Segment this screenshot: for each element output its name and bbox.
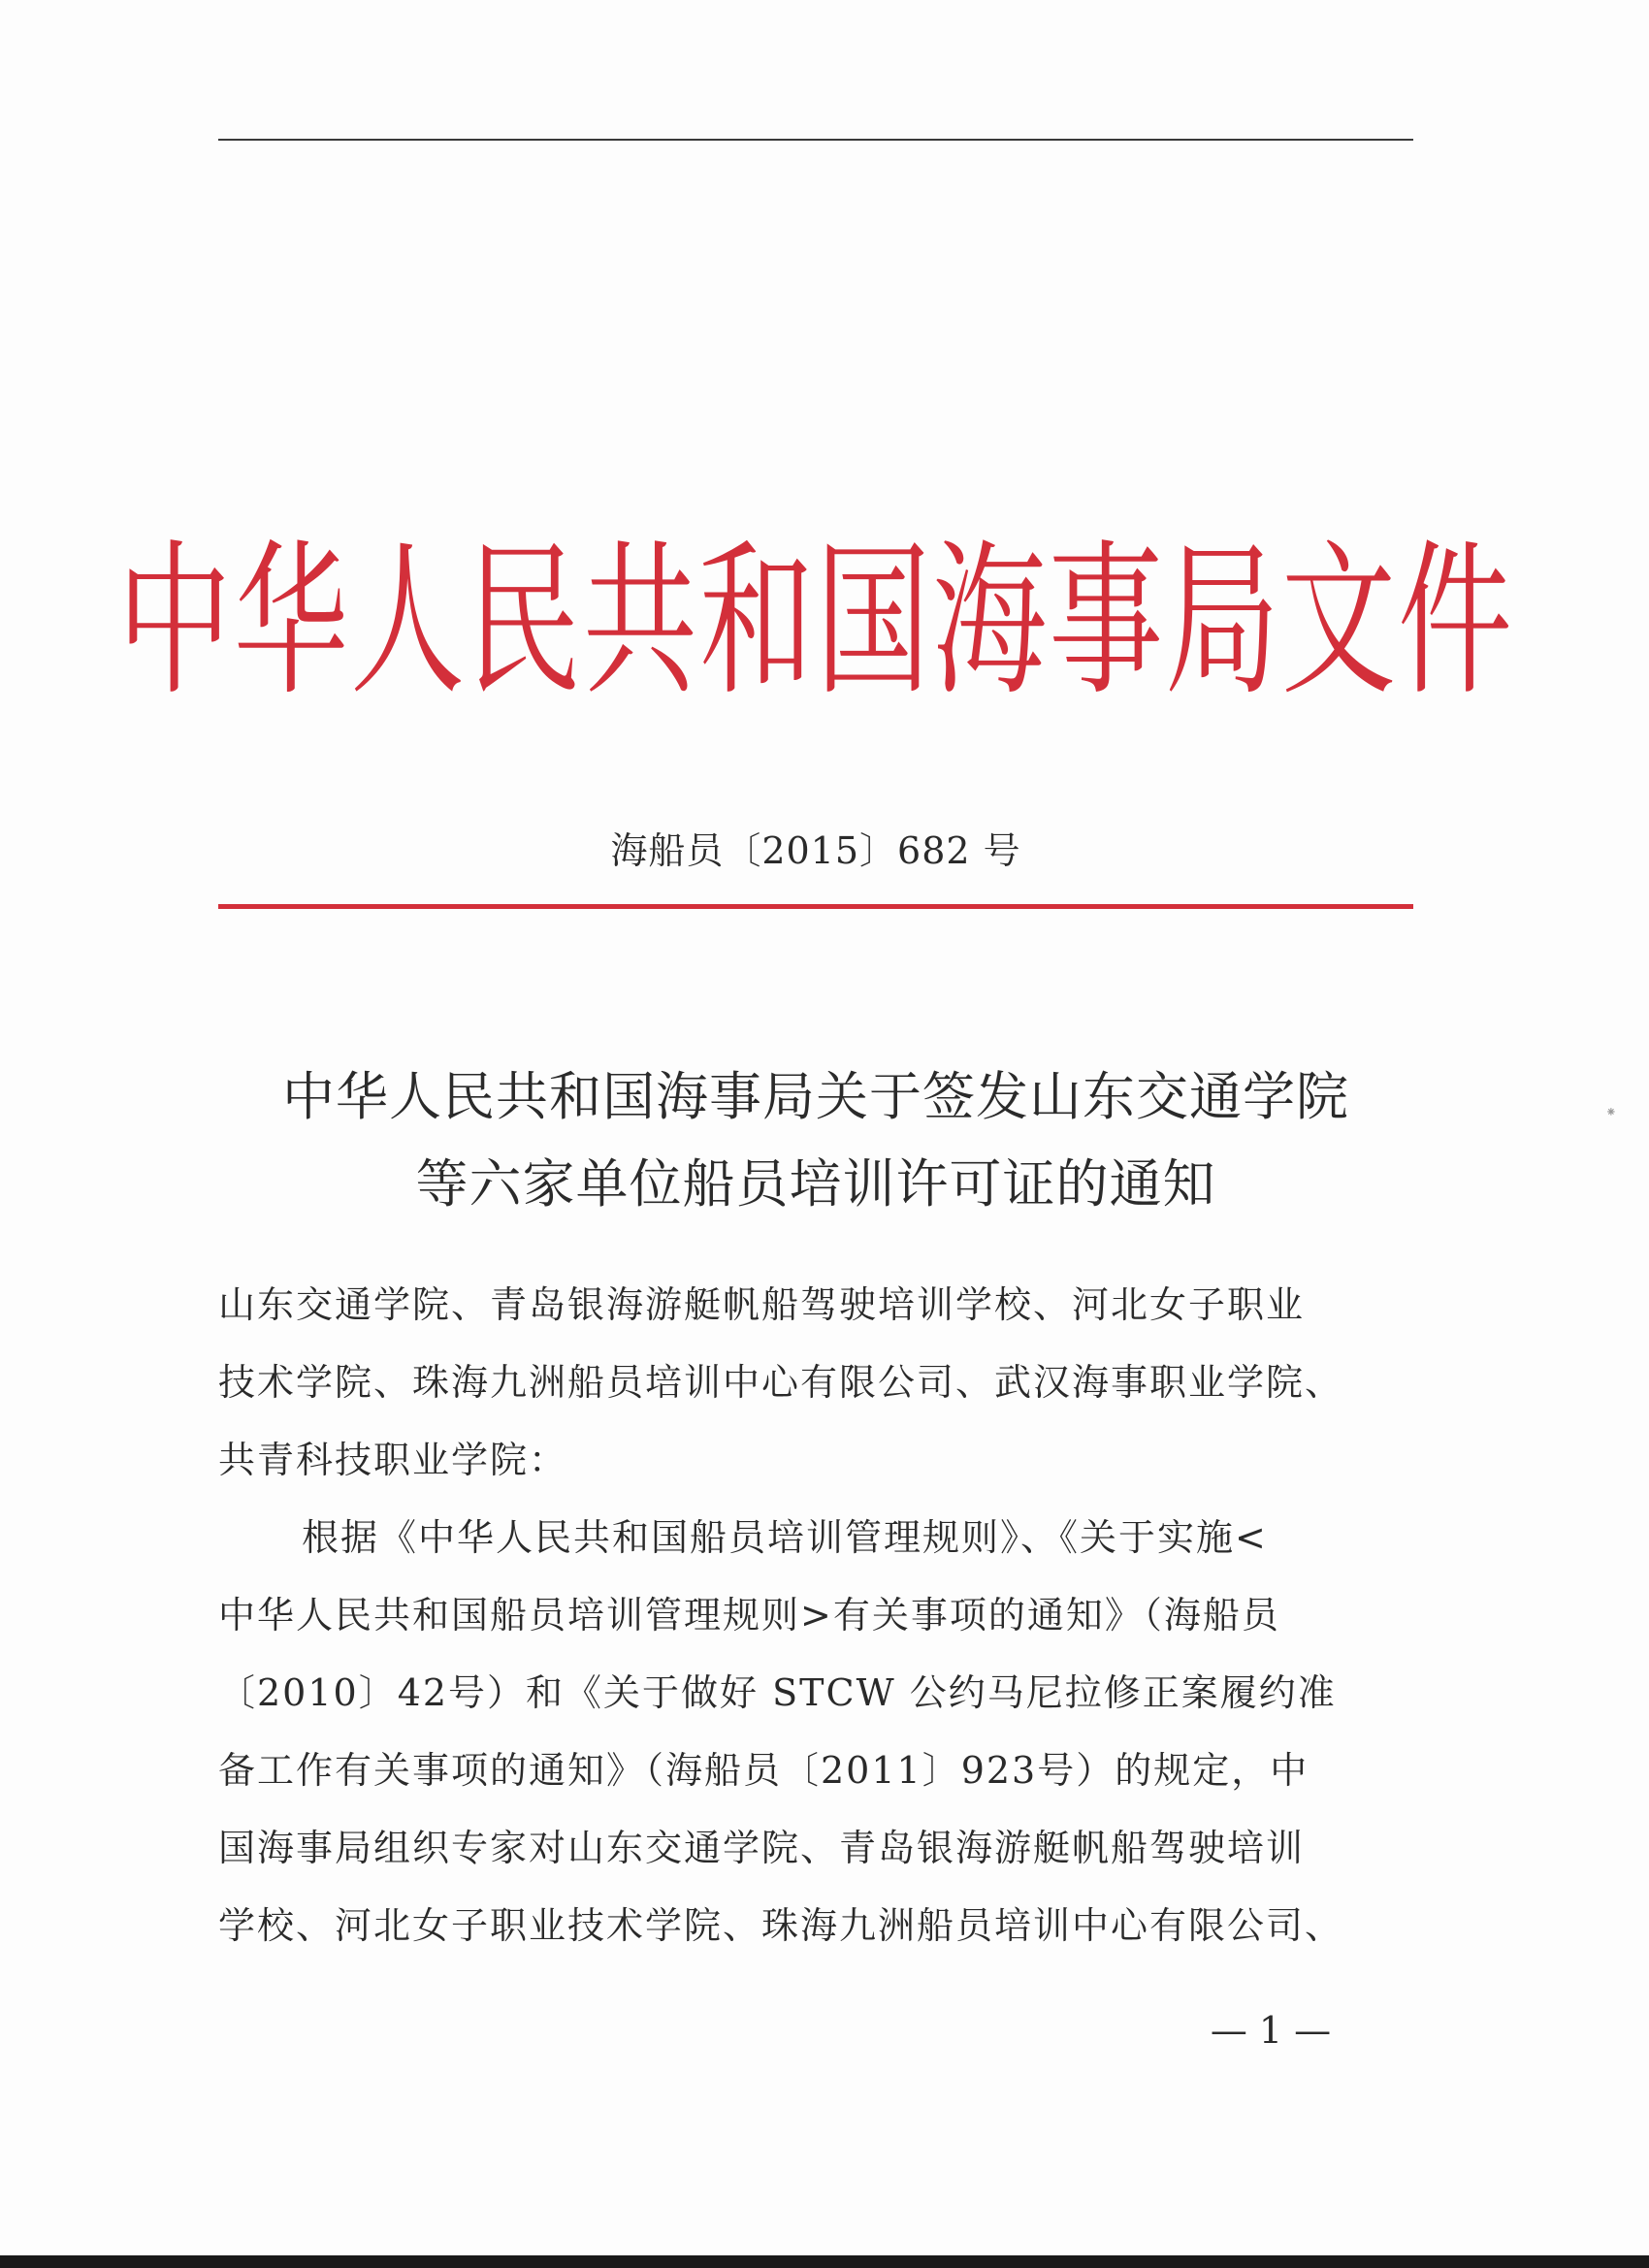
notice-title-line-1: 中华人民共和国海事局关于签发山东交通学院 [282, 1066, 1349, 1127]
masthead [117, 523, 1515, 719]
body-line: 学校、河北女子职业技术学院、珠海九洲船员培训中心有限公司、 [218, 1904, 1344, 1947]
document-number: 海船员〔2015〕682 号 [610, 829, 1021, 872]
notice-body [218, 1266, 1413, 1964]
top-divider-line [218, 139, 1413, 141]
red-divider-line [218, 904, 1413, 909]
body-line: 〔2010〕42号）和《关于做好 STCW 公约马尼拉修正案履约准 [218, 1671, 1337, 1714]
body-line: 国海事局组织专家对山东交通学院、青岛银海游艇帆船驾驶培训 [218, 1827, 1306, 1869]
body-line: 技术学院、珠海九洲船员培训中心有限公司、武汉海事职业学院、 [218, 1361, 1344, 1404]
body-line: 根据《中华人民共和国船员培训管理规则》、《关于实施< [302, 1516, 1268, 1559]
body-line: 共青科技职业学院： [218, 1439, 568, 1481]
notice-title [218, 1053, 1413, 1228]
page-number: — 1 — [1210, 2009, 1332, 2052]
masthead-title: 中华人民共和国海事局文件 [117, 523, 1515, 719]
body-line: 备工作有关事项的通知》（海船员〔2011〕923号）的规定，中 [218, 1749, 1310, 1792]
notice-title-line-2: 等六家单位船员培训许可证的通知 [415, 1153, 1216, 1215]
scan-speck-decoration: ⁕ [1605, 1105, 1617, 1120]
body-line: 中华人民共和国船员培训管理规则>有关事项的通知》（海船员 [218, 1594, 1280, 1636]
scan-bottom-edge [0, 2255, 1649, 2268]
body-line: 山东交通学院、青岛银海游艇帆船驾驶培训学校、河北女子职业 [218, 1283, 1306, 1326]
